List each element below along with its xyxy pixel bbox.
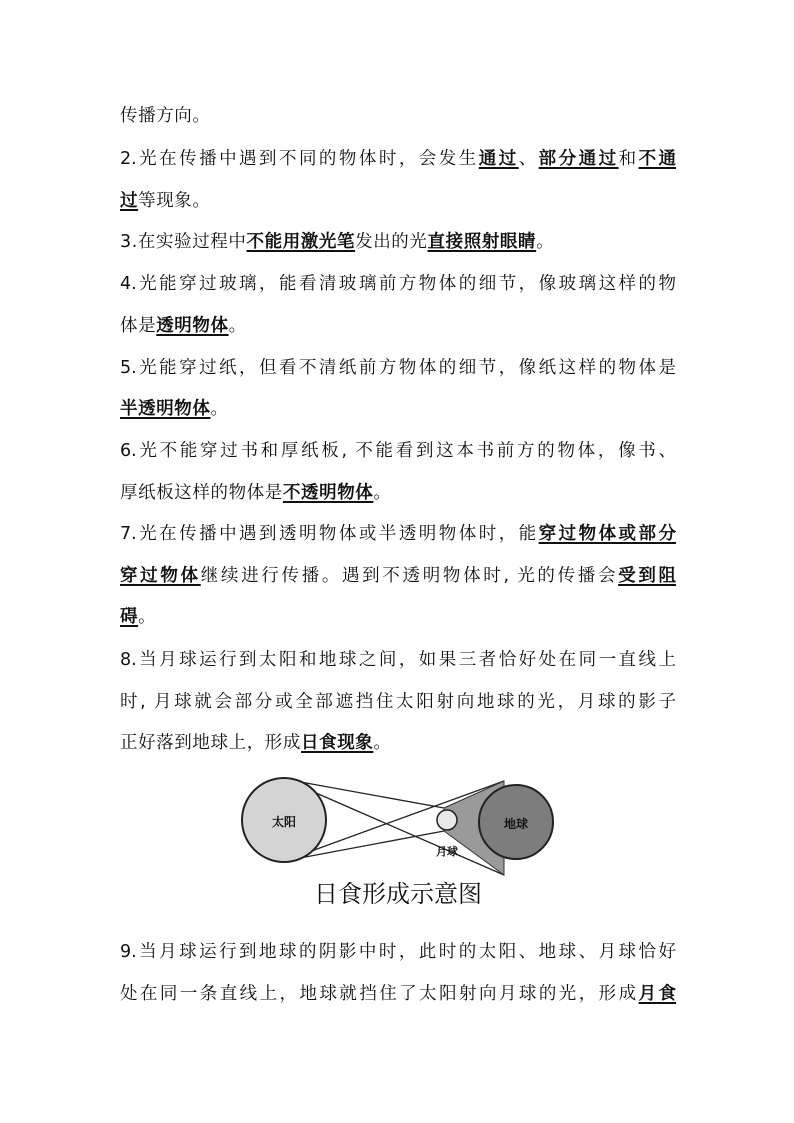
key-term: 不能用激光笔 [246, 232, 356, 252]
earth-label: 地球 [503, 817, 529, 831]
text-line: 7.光在传播中遇到透明物体或半透明物体时，能穿过物体或部分 [120, 524, 676, 544]
text-line: 传播方向。 [120, 106, 211, 126]
text-line: 厚纸板这样的物体是不透明物体。 [120, 483, 392, 503]
key-term: 穿过物体或部分 [538, 524, 676, 544]
text-line: 8.当月球运行到太阳和地球之间，如果三者恰好处在同一直线上 [120, 650, 676, 670]
text-line: 正好落到地球上，形成日食现象。 [120, 733, 392, 753]
text-line: 半透明物体。 [120, 399, 229, 419]
key-term: 碍 [120, 607, 139, 627]
solar-eclipse-diagram [232, 768, 564, 920]
key-term: 穿过物体 [120, 566, 201, 586]
sun-label: 太阳 [271, 815, 297, 829]
key-term: 通过 [478, 149, 519, 169]
key-term: 月食 [638, 984, 677, 1004]
key-term: 直接照射眼睛 [427, 232, 537, 252]
text-line: 9.当月球运行到地球的阴影中时，此时的太阳、地球、月球恰好 [120, 942, 676, 962]
text-line: 处在同一条直线上，地球就挡住了太阳射向月球的光，形成月食 [120, 984, 677, 1004]
text-line: 4.光能穿过玻璃，能看清玻璃前方物体的细节，像玻璃这样的物 [120, 274, 676, 294]
key-term: 过 [120, 191, 139, 211]
key-term: 半透明物体 [120, 399, 211, 419]
text-line: 2.光在传播中遇到不同的物体时，会发生通过、部分通过和不通 [120, 149, 677, 169]
key-term: 日食现象 [301, 733, 374, 753]
text-line: 6.光不能穿过书和厚纸板, 不能看到这本书前方的物体，像书、 [120, 441, 676, 461]
moon-label: 月球 [436, 845, 458, 858]
key-term: 受到阻 [618, 566, 677, 586]
moon-circle [437, 810, 457, 830]
text-line: 碍。 [120, 607, 157, 627]
text-line: 时, 月球就会部分或全部遮挡住太阳射向地球的光，月球的影子 [120, 692, 676, 712]
key-term: 不通 [638, 149, 677, 169]
key-term: 部分通过 [538, 149, 619, 169]
key-term: 不透明物体 [282, 483, 374, 503]
text-line: 体是透明物体。 [120, 316, 247, 336]
text-line: 过等现象。 [120, 191, 211, 211]
figure-caption: 日食形成示意图 [314, 880, 482, 908]
text-line: 5.光能穿过纸，但看不清纸前方物体的细节，像纸这样的物体是 [120, 358, 676, 378]
text-line: 3.在实验过程中不能用激光笔发出的光直接照射眼睛。 [120, 232, 555, 252]
text-line: 穿过物体继续进行传播。遇到不透明物体时, 光的传播会受到阻 [120, 566, 677, 586]
key-term: 透明物体 [156, 316, 229, 336]
